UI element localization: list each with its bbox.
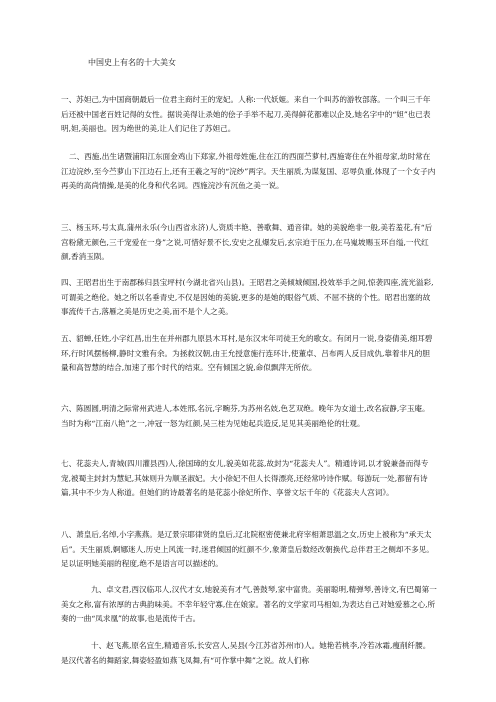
paragraph-8-xiaohuanghou: 八、萧皇后,名绰,小字燕燕。是辽景宗耶律贤的皇后,辽北院枢密使兼北府宰相萧思温之女,历史上被称为“承天太后”。天生丽质,婀娜迷人,历史上风流一时,迷君倾国的红颜不少,象萧皇后数经改朝换代,总伴君王之侧却不多见。足以证明她美丽的程度,绝不是语言可以描述的。 bbox=[61, 530, 434, 569]
paragraph-10-zhaofeiyan: 十、赵飞燕,原名宜生,精通音乐,长安宫人,吴县(今江苏省苏州市)人。她艳若桃李,冷若冰霜,瘦削纤腰。是汉代著名的舞蹈家,舞姿轻盈如燕飞凤舞,有“可作掌中舞”之说。故人们称 bbox=[61, 641, 431, 665]
paragraph-9-zhuowenjun: 九、卓文君,西汉临邛人,汉代才女,她貌美有才气,善鼓琴,家中富贵。美丽聪明,精弹琴,善诗文,有巴蜀第一美女之称,富有浓厚的古典韵味美。不幸年轻守寡,住在娘家。著名的文学家司马相如,为表达自己对她爱慕之心,所奏的一曲“凤求凰”的故事,也是流传千古。 bbox=[61, 585, 437, 624]
document-title: 中国史上有名的十大美女 bbox=[88, 58, 176, 67]
paragraph-4-wangzhaojun: 四、王昭君出生于南郡秭归县宝坪村(今湖北省兴山县)。王昭君之美倾城倾国,投效举手之间,惊袭四座,流光溢彩,可谓美之绝伦。她之所以名垂青史,不仅是因她的美貌,更多的是她的眼俗气质、不屈不挠的个性。昭君出塞的故事流传千古,落雁之美是历史之美,而不是个人之美。 bbox=[61, 278, 434, 317]
paragraph-5-diaochan: 五、貂蝉,任姓,小字红昌,出生在并州郡九原县木耳村,是东汉末年司徒王允的歌女。有闭月一说,身姿倩美,细耳碧环,行时风摆杨柳,静时文雅有余。为拯救汉朝,由王允授意施行连环计,使董卓、吕布两人反目成仇,靠着非凡的胆量和高智慧的结合,加速了那个时代的结束。空有倾国之貌,命似飘萍无所依。 bbox=[61, 334, 433, 373]
paragraph-1-sudaji: 一、苏妲己,为中国商朝最后一位君主商纣王的宠妃。人称:一代妖姬。来自一个叫苏的游牧部落。一个叫三千年后还被中国老百姓记得的女性。据说美得让杀她的侩子手举不起刀,美得鲜花都难以企及,她名字中的“妲”也已表明,妲,美丽也。因为绝世的美,让人们记住了苏妲己。 bbox=[61, 95, 431, 134]
paragraph-7-huarui: 七、花蕊夫人,青城(四川灌县西)人,徐国璋的女儿,貌美如花蕊,故封为“花蕊夫人”。精通诗词,以才貌兼备而得专宠,被蜀主封封为慧妃,其妹则升为顺圣淑妃。大小徐妃不但人长得漂亮,还经常吟诗作赋。每游玩一处,都留有诗篇,其中不少为人称道。但她们的诗最著名的是花蕊小徐妃所作、享誉文坛千年的《花蕊夫人宫词》。 bbox=[61, 459, 429, 498]
paragraph-3-yangyuhuan: 三、杨玉环,号太真,蒲州永乐(今山西省永济)人,资质丰艳、善歌舞、通音律。她的美貌绝非一般,美若羞花,有“后宫粉黛无颜色,三千宠爱在一身”之说,可惜好景不长,安史之乱爆发后,玄宗迫于压力,在马嵬坡赐玉环自缢,一代红颜,香消玉陨。 bbox=[61, 223, 433, 262]
paragraph-2-xishi: 二、西施,出生诸暨浦阳江东面金鸡山下郑家,外祖母姓施,住在江的西面苎萝村,西施寄住在外祖母家,幼时常在江边浣纱,至今苎萝山下江边石上,还有王羲之写的“浣纱”两字。天生丽质,为谋复国、忍辱负重,体现了一个女子内再美的高尚情操,是美的化身和代名词。西施浣沙有沉鱼之美一说。 bbox=[61, 152, 436, 191]
paragraph-6-chenyuanyuan: 六、陈圆圆,明清之际常州武进人,本姓邢,名沅,字畹芬,为苏州名妓,色艺双绝。晚年为女道士,改名寂静,字玉庵。当时为称“江南八艳”之一,冲冠一怒为红颜,吴三桂为见她起兵造反,足见其美丽绝伦的壮观。 bbox=[61, 404, 430, 428]
